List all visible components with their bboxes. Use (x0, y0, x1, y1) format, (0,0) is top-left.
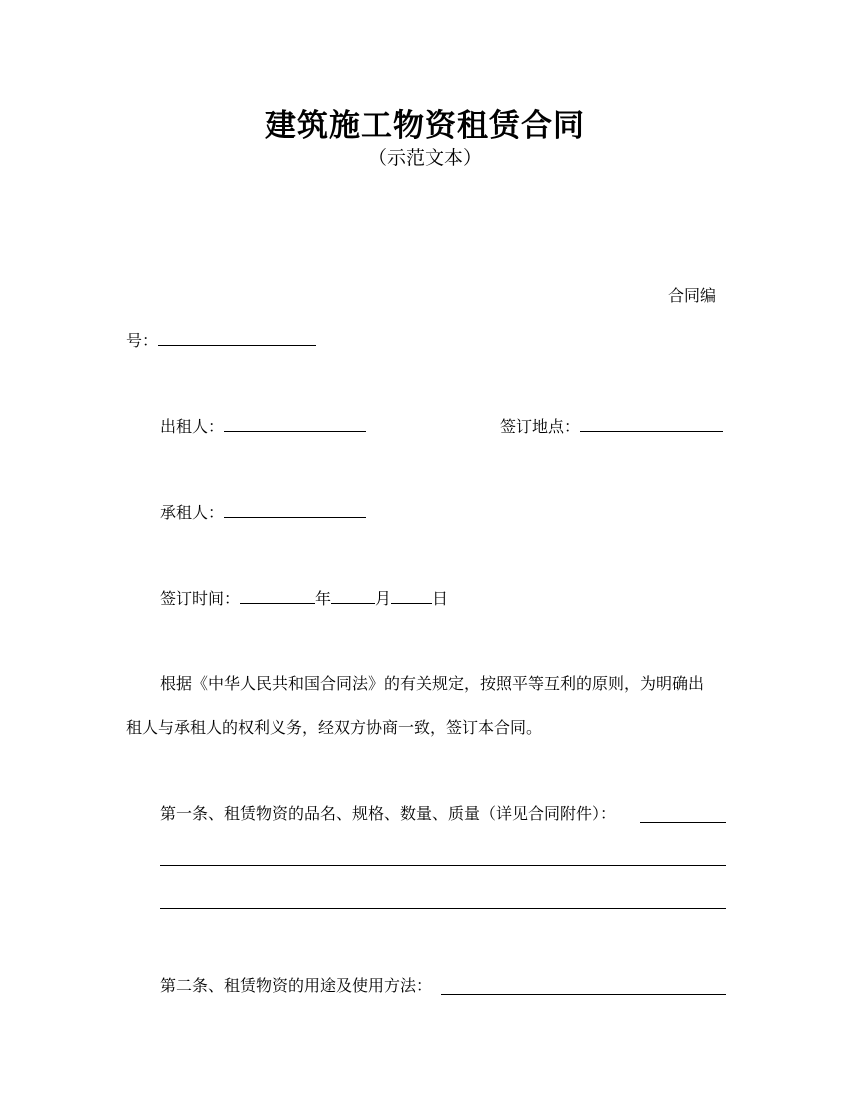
year-label: 年 (315, 589, 332, 608)
lessor-row (160, 416, 366, 437)
article-1-blank-line-3[interactable] (160, 908, 726, 909)
sign-time-row (160, 588, 448, 609)
month-label: 月 (375, 589, 392, 608)
document-subtitle: （示范文本） (367, 147, 482, 169)
sign-month-blank[interactable] (331, 588, 375, 604)
article-1-blank-line-2[interactable] (160, 865, 726, 866)
preamble-line-1: 根据《中华人民共和国合同法》的有关规定，按照平等互利的原则，为明确出 (160, 674, 705, 693)
contract-number-label-part2: 号： (126, 331, 159, 350)
contract-number-blank[interactable] (158, 330, 316, 346)
lessor-blank[interactable] (224, 416, 366, 432)
document-title: 建筑施工物资租赁合同 (265, 108, 585, 144)
lessee-blank[interactable] (224, 502, 366, 518)
article-1-blank[interactable] (640, 822, 726, 823)
lessor-label: 出租人： (160, 417, 225, 436)
day-label: 日 (432, 589, 449, 608)
contract-number-label-part1: 合同编 (668, 286, 717, 305)
article-2-blank[interactable] (441, 994, 726, 995)
article-2-text: 第二条、租赁物资的用途及使用方法： (160, 976, 433, 995)
sign-year-blank[interactable] (240, 588, 315, 604)
article-2-row (160, 976, 432, 996)
article-1-text: 第一条、租赁物资的品名、规格、数量、质量（详见合同附件）： (160, 804, 617, 823)
sign-place-blank[interactable] (580, 416, 723, 432)
lessee-label: 承租人： (160, 503, 225, 522)
article-1-row (160, 804, 616, 824)
contract-number-row (126, 330, 316, 351)
lessee-row (160, 502, 366, 523)
sign-day-blank[interactable] (391, 588, 432, 604)
sign-place-label: 签订地点： (500, 417, 581, 436)
sign-time-label: 签订时间： (160, 589, 241, 608)
preamble-line-2: 租人与承租人的权利义务，经双方协商一致，签订本合同。 (126, 718, 543, 737)
sign-place-row (500, 416, 723, 437)
